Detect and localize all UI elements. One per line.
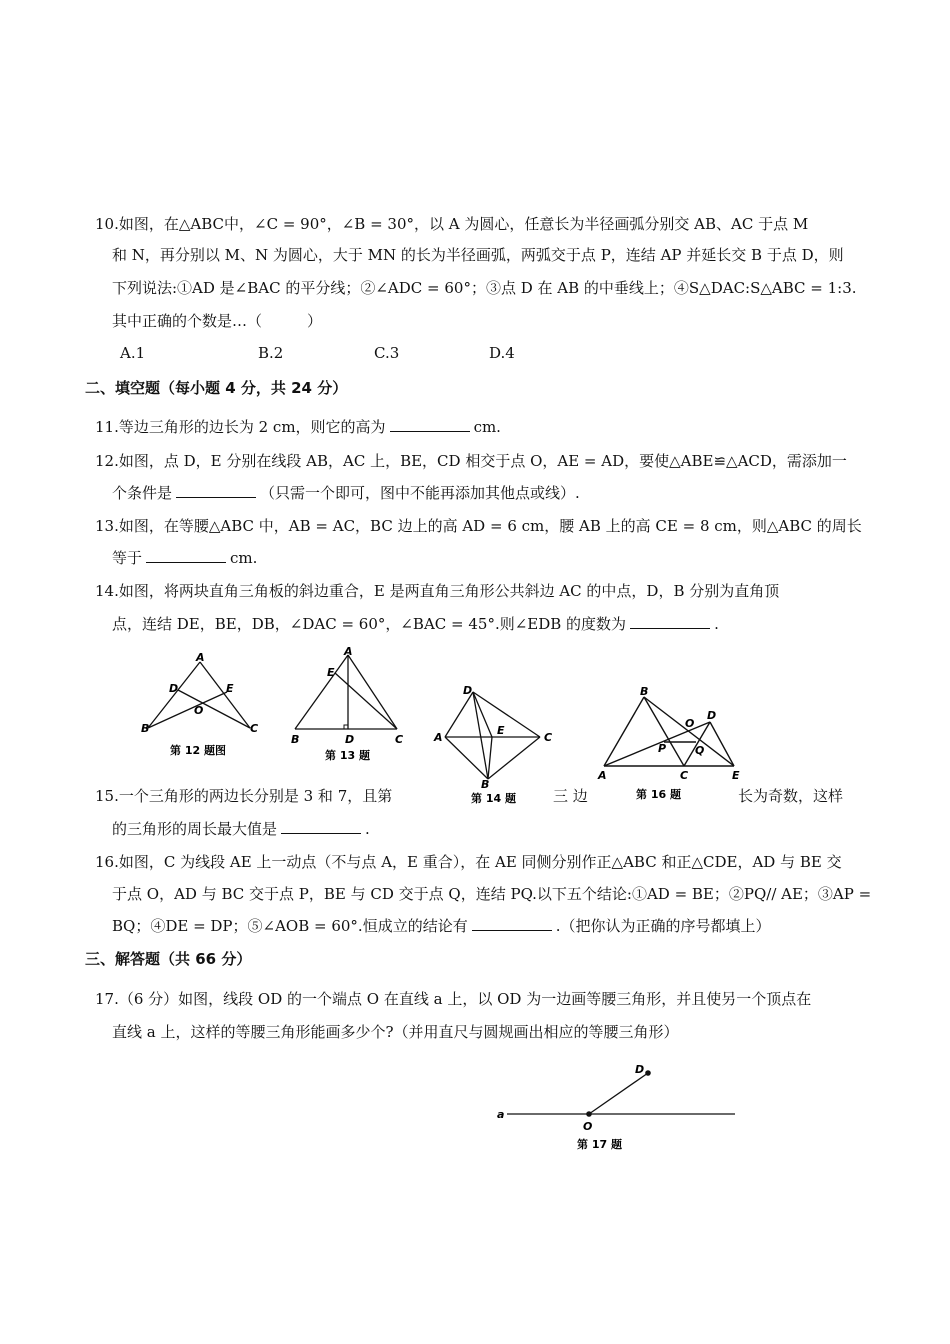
q14-line-1: 14.如图，将两块直角三角板的斜边重合，E 是两直角三角形公共斜边 AC 的中点，D，B 分别为直角顶 bbox=[95, 582, 780, 600]
q14-blank bbox=[630, 614, 710, 629]
q15-text-c: 长为奇数，这样 bbox=[738, 787, 844, 805]
q11-text: 11.等边三角形的边长为 2 cm，则它的高为 bbox=[95, 418, 386, 436]
fig16-label-q: Q bbox=[695, 744, 705, 757]
q12-line-2 bbox=[112, 482, 580, 504]
q10-line-3: 下列说法:①AD 是∠BAC 的平分线；②∠ADC = 60°；③点 D 在 AB 的中垂线上；④S△DAC:S△ABC = 1:3. bbox=[112, 279, 857, 297]
q13-line-1: 13.如图，在等腰△ABC 中，AB = AC，BC 边上的高 AD = 6 cm，腰 AB 上的高 CE = 8 cm，则△ABC 的周长 bbox=[95, 517, 862, 535]
fig14-label-c: C bbox=[544, 731, 553, 744]
q15-text-l2b: . bbox=[365, 820, 370, 838]
fig16-label-a: A bbox=[598, 769, 607, 782]
fig17-label-d: D bbox=[635, 1063, 645, 1076]
fig13-label-d: D bbox=[345, 733, 355, 746]
q10-option-a: A.1 bbox=[120, 344, 146, 362]
q13-text-a: 等于 bbox=[112, 549, 143, 567]
fig16-label-e: E bbox=[732, 769, 740, 782]
fig14-label-a: A bbox=[434, 731, 443, 744]
q17-line-1: 17.（6 分）如图，线段 OD 的一个端点 O 在直线 a 上，以 OD 为一边画等腰三角形，并且使另一个顶点在 bbox=[95, 990, 812, 1008]
fig16-caption: 第 16 题 bbox=[636, 788, 681, 801]
fig13-caption: 第 13 题 bbox=[325, 749, 370, 762]
fig16-label-c: C bbox=[680, 769, 689, 782]
fig17-label-o: O bbox=[583, 1120, 593, 1133]
q16-line-3 bbox=[112, 915, 770, 937]
q10-line-4: 其中正确的个数是…（ ） bbox=[112, 312, 323, 330]
q10-option-b: B.2 bbox=[258, 344, 284, 362]
q13-blank bbox=[146, 548, 226, 563]
q12-text-b: （只需一个即可，图中不能再添加其他点或线）. bbox=[260, 484, 580, 502]
q16-line-1: 16.如图，C 为线段 AE 上一动点（不与点 A，E 重合），在 AE 同侧分别作正△ABC 和正△CDE，AD 与 BE 交 bbox=[95, 853, 842, 871]
fig12-label-d: D bbox=[169, 682, 179, 695]
q14-text-b: . bbox=[714, 615, 719, 633]
fig14-label-e: E bbox=[497, 724, 505, 737]
q12-blank bbox=[176, 483, 256, 498]
q15-blank bbox=[281, 819, 361, 834]
fig16-label-o: O bbox=[685, 717, 695, 730]
fig12-label-e: E bbox=[226, 682, 234, 695]
q14-line-2 bbox=[112, 613, 719, 635]
figure-17 bbox=[485, 1060, 745, 1160]
q16-text-b: .（把你认为正确的序号都填上） bbox=[555, 917, 771, 935]
q12-text-a: 个条件是 bbox=[112, 484, 173, 502]
fig13-label-c: C bbox=[395, 733, 404, 746]
q16-line-2: 于点 O，AD 与 BC 交于点 P，BE 与 CD 交于点 Q，连结 PQ.以下五个结论:①AD = BE；②PQ// AE；③AP = bbox=[112, 885, 872, 903]
fig14-label-d: D bbox=[463, 684, 473, 697]
fig12-caption: 第 12 题图 bbox=[170, 744, 226, 757]
q11-unit: cm. bbox=[473, 418, 501, 436]
q14-text-a: 点，连结 DE，BE，DB，∠DAC = 60°，∠BAC = 45°.则∠EDB 的度数为 bbox=[112, 615, 627, 633]
section-3-heading: 三、解答题（共 66 分） bbox=[85, 950, 252, 968]
fig14-caption: 第 14 题 bbox=[471, 792, 516, 805]
q10-line-2: 和 N，再分别以 M、N 为圆心，大于 MN 的长为半径画弧，两弧交于点 P，连结 AP 并延长交 B 于点 D，则 bbox=[112, 246, 844, 264]
fig14-label-b: B bbox=[481, 778, 490, 791]
fig16-label-d: D bbox=[707, 709, 717, 722]
q10-line-1: 10.如图，在△ABC中，∠C = 90°，∠B = 30°，以 A 为圆心，任意长为半径画弧分别交 AB、AC 于点 M bbox=[95, 215, 809, 233]
figure-12 bbox=[140, 650, 265, 765]
q15-text-b: 三 边 bbox=[553, 787, 588, 805]
q17-line-2: 直线 a 上，这样的等腰三角形能画多少个?（并用直尺与圆规画出相应的等腰三角形） bbox=[112, 1023, 679, 1041]
fig17-caption: 第 17 题 bbox=[577, 1138, 622, 1151]
q11 bbox=[95, 416, 501, 438]
fig16-label-p: P bbox=[658, 742, 667, 755]
figure-13 bbox=[285, 645, 410, 765]
fig13-label-a: A bbox=[344, 645, 353, 658]
fig16-label-b: B bbox=[640, 685, 649, 698]
q15-line-2 bbox=[112, 818, 370, 840]
q13-line-2 bbox=[112, 547, 257, 569]
fig13-label-e: E bbox=[327, 666, 335, 679]
q15-text-l2a: 的三角形的周长最大值是 bbox=[112, 820, 278, 838]
fig13-label-b: B bbox=[291, 733, 300, 746]
fig12-label-b: B bbox=[141, 722, 150, 735]
figure-16 bbox=[592, 680, 752, 805]
q10-option-c: C.3 bbox=[374, 344, 400, 362]
section-2-heading: 二、填空题（每小题 4 分，共 24 分） bbox=[85, 379, 348, 397]
q10-option-d: D.4 bbox=[489, 344, 515, 362]
q11-blank bbox=[390, 417, 470, 432]
q12-line-1: 12.如图，点 D，E 分别在线段 AB，AC 上，BE，CD 相交于点 O，AE = AD，要使△ABE≌△ACD，需添加一 bbox=[95, 452, 847, 470]
q16-blank bbox=[472, 916, 552, 931]
fig12-label-o: O bbox=[194, 704, 204, 717]
figure-14 bbox=[430, 682, 560, 810]
q13-text-b: cm. bbox=[230, 549, 258, 567]
fig12-label-a: A bbox=[196, 651, 205, 664]
fig17-label-a: a bbox=[497, 1108, 505, 1121]
fig12-label-c: C bbox=[250, 722, 259, 735]
q16-text-a: BQ；④DE = DP；⑤∠AOB = 60°.恒成立的结论有 bbox=[112, 917, 468, 935]
q15-text-a: 15.一个三角形的两边长分别是 3 和 7，且第 bbox=[95, 787, 393, 805]
